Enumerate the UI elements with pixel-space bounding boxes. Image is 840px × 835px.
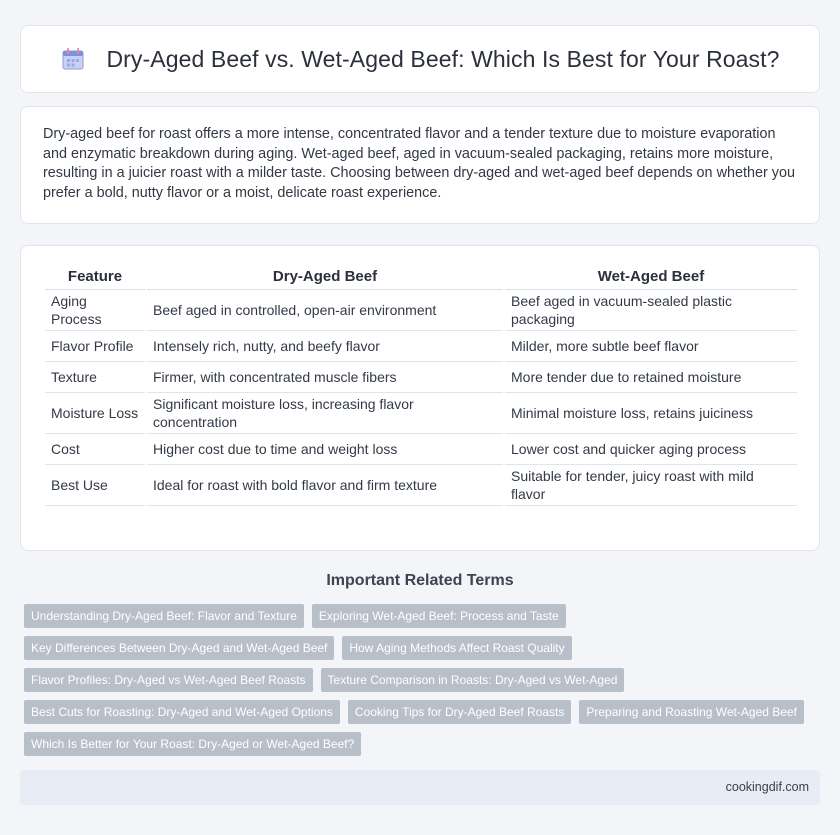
related-tag[interactable]: Key Differences Between Dry-Aged and Wet-Aged Beef	[24, 636, 334, 660]
comparison-table-card	[20, 245, 820, 551]
comparison-table	[43, 264, 799, 506]
table-cell-feature: Flavor Profile	[45, 331, 145, 362]
table-cell-feature: Moisture Loss	[45, 393, 145, 434]
table-cell-dry: Ideal for roast with bold flavor and firm texture	[147, 465, 503, 506]
table-cell-wet: More tender due to retained moisture	[505, 362, 797, 393]
table-row	[45, 362, 797, 393]
related-terms-title: Important Related Terms	[326, 572, 514, 589]
related-tag[interactable]: How Aging Methods Affect Roast Quality	[342, 636, 571, 660]
table-row	[45, 465, 797, 506]
related-tag[interactable]: Texture Comparison in Roasts: Dry-Aged vs Wet-Aged	[321, 668, 625, 692]
table-cell-dry: Beef aged in controlled, open-air environment	[147, 290, 503, 331]
related-tag[interactable]: Cooking Tips for Dry-Aged Beef Roasts	[348, 700, 571, 724]
table-cell-wet: Lower cost and quicker aging process	[505, 434, 797, 465]
table-cell-feature: Best Use	[45, 465, 145, 506]
footer-site-link[interactable]: cookingdif.com	[725, 780, 809, 794]
table-cell-feature: Cost	[45, 434, 145, 465]
intro-card	[20, 106, 820, 224]
header-card	[20, 25, 820, 93]
intro-text: Dry-aged beef for roast offers a more intense, concentrated flavor and a tender texture due to moisture evaporation and enzymatic breakdown during aging. Wet-aged beef, aged in vacuum-sealed packaging, retains more moisture, resulting in a juicier roast with a milder taste. Choosing between dry-aged and wet-aged beef depends on whether you prefer a bold, nutty flavor or a moist, delicate roast experience.	[43, 126, 795, 201]
table-row	[45, 290, 797, 331]
footer	[20, 770, 820, 805]
related-tag[interactable]: Flavor Profiles: Dry-Aged vs Wet-Aged Beef Roasts	[24, 668, 313, 692]
table-cell-wet: Milder, more subtle beef flavor	[505, 331, 797, 362]
table-cell-dry: Higher cost due to time and weight loss	[147, 434, 503, 465]
header-wet-aged: Wet-Aged Beef	[505, 264, 797, 290]
calendar-icon	[60, 46, 86, 72]
page-title: Dry-Aged Beef vs. Wet-Aged Beef: Which Is Best for Your Roast?	[106, 45, 780, 72]
related-terms-list	[24, 604, 824, 756]
table-cell-dry: Significant moisture loss, increasing flavor concentration	[147, 393, 503, 434]
table-cell-wet: Beef aged in vacuum-sealed plastic packaging	[505, 290, 797, 331]
header-feature: Feature	[45, 264, 145, 290]
related-tag[interactable]: Preparing and Roasting Wet-Aged Beef	[579, 700, 804, 724]
table-row	[45, 434, 797, 465]
table-cell-dry: Intensely rich, nutty, and beefy flavor	[147, 331, 503, 362]
table-cell-feature: Texture	[45, 362, 145, 393]
table-row	[45, 393, 797, 434]
related-tag[interactable]: Understanding Dry-Aged Beef: Flavor and Texture	[24, 604, 304, 628]
table-row	[45, 331, 797, 362]
related-tag[interactable]: Which Is Better for Your Roast: Dry-Aged or Wet-Aged Beef?	[24, 732, 361, 756]
table-cell-wet: Suitable for tender, juicy roast with mild flavor	[505, 465, 797, 506]
related-tag[interactable]: Exploring Wet-Aged Beef: Process and Taste	[312, 604, 566, 628]
table-cell-dry: Firmer, with concentrated muscle fibers	[147, 362, 503, 393]
table-header-row	[45, 264, 797, 290]
header-dry-aged: Dry-Aged Beef	[147, 264, 503, 290]
table-cell-feature: Aging Process	[45, 290, 145, 331]
table-cell-wet: Minimal moisture loss, retains juiciness	[505, 393, 797, 434]
related-tag[interactable]: Best Cuts for Roasting: Dry-Aged and Wet-Aged Options	[24, 700, 340, 724]
